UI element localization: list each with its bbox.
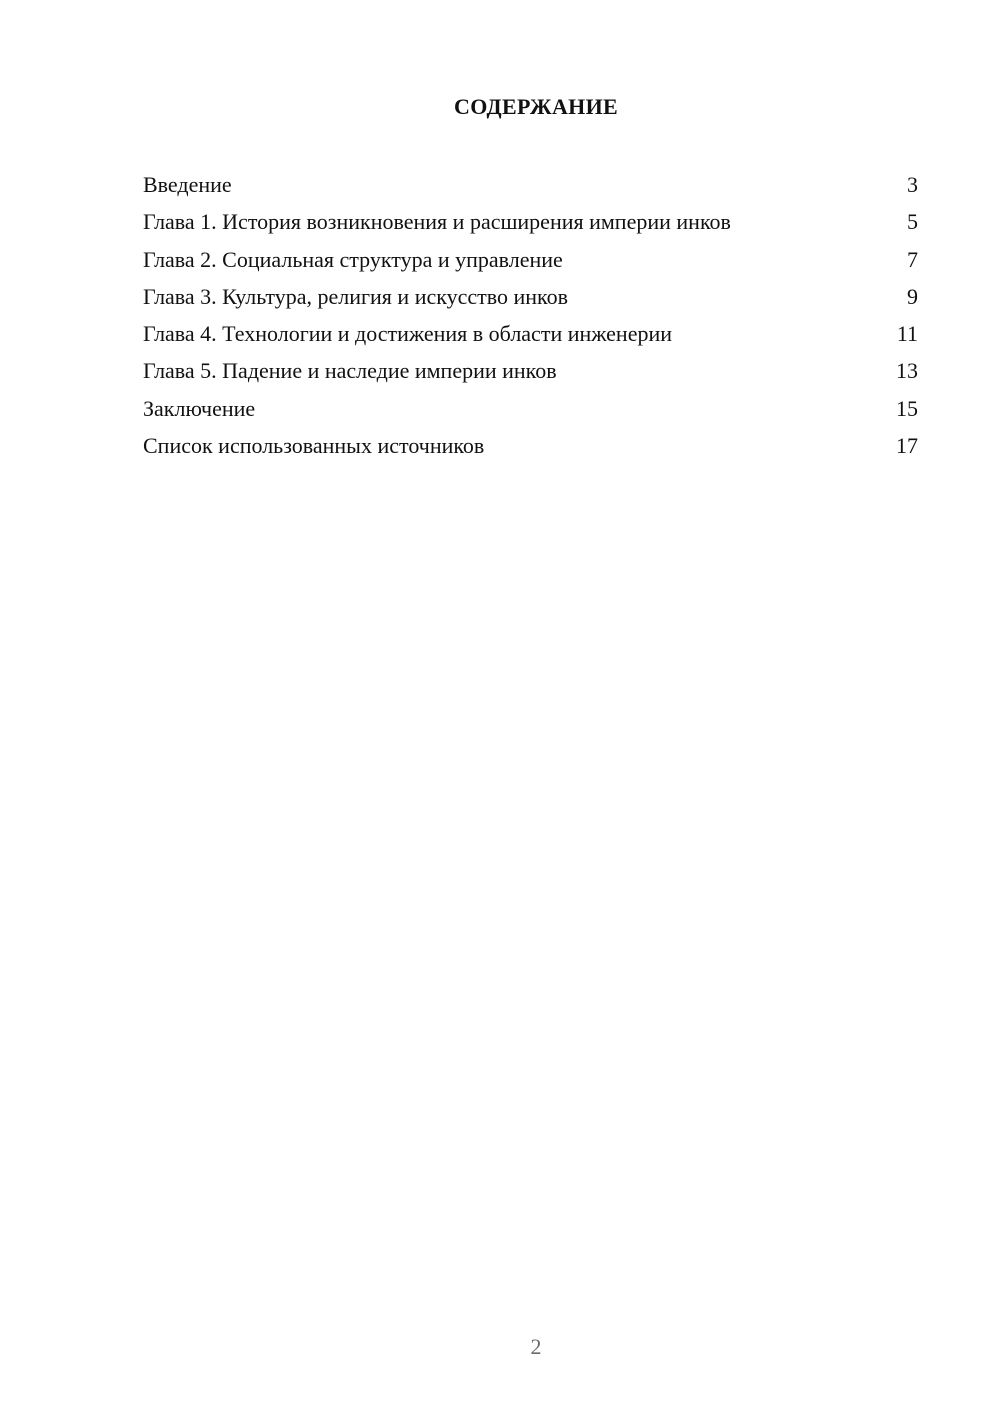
toc-entry-title: Глава 5. Падение и наследие империи инков (143, 358, 557, 384)
toc-entry-page: 9 (907, 283, 918, 309)
toc-entry-introduction (143, 171, 918, 208)
toc-entry-page: 15 (896, 395, 918, 421)
toc-entry-page: 7 (907, 246, 918, 272)
toc-entry-chapter-2 (143, 246, 918, 283)
toc-entry-page: 13 (896, 358, 918, 384)
toc-entry-chapter-5 (143, 357, 918, 394)
toc-entry-page: 3 (907, 172, 918, 197)
toc-entry-title: Глава 3. Культура, религия и искусство инков (143, 283, 568, 309)
toc-entry-chapter-1 (143, 208, 918, 245)
toc-entry-references (143, 432, 918, 469)
toc-entry-title: Глава 1. История возникновения и расширения империи инков (143, 209, 731, 235)
page-number: 2 (530, 1334, 542, 1359)
toc-entry-title: Глава 4. Технологии и достижения в области инженерии (143, 321, 673, 347)
toc-entry-conclusion (143, 395, 918, 432)
toc-entry-title: Заключение (143, 395, 256, 421)
toc-entry-chapter-3 (143, 283, 918, 320)
toc-entry-title: Глава 2. Социальная структура и управление (143, 246, 563, 272)
toc-heading: СОДЕРЖАНИЕ (454, 94, 618, 119)
toc-entry-page: 17 (896, 433, 918, 459)
toc-entry-chapter-4 (143, 320, 918, 357)
toc-entry-title: Список использованных источников (143, 433, 485, 459)
toc-entry-page: 11 (896, 321, 918, 347)
toc-entry-title: Введение (143, 172, 232, 197)
toc-entry-page: 5 (907, 209, 918, 235)
table-of-contents (143, 171, 918, 469)
